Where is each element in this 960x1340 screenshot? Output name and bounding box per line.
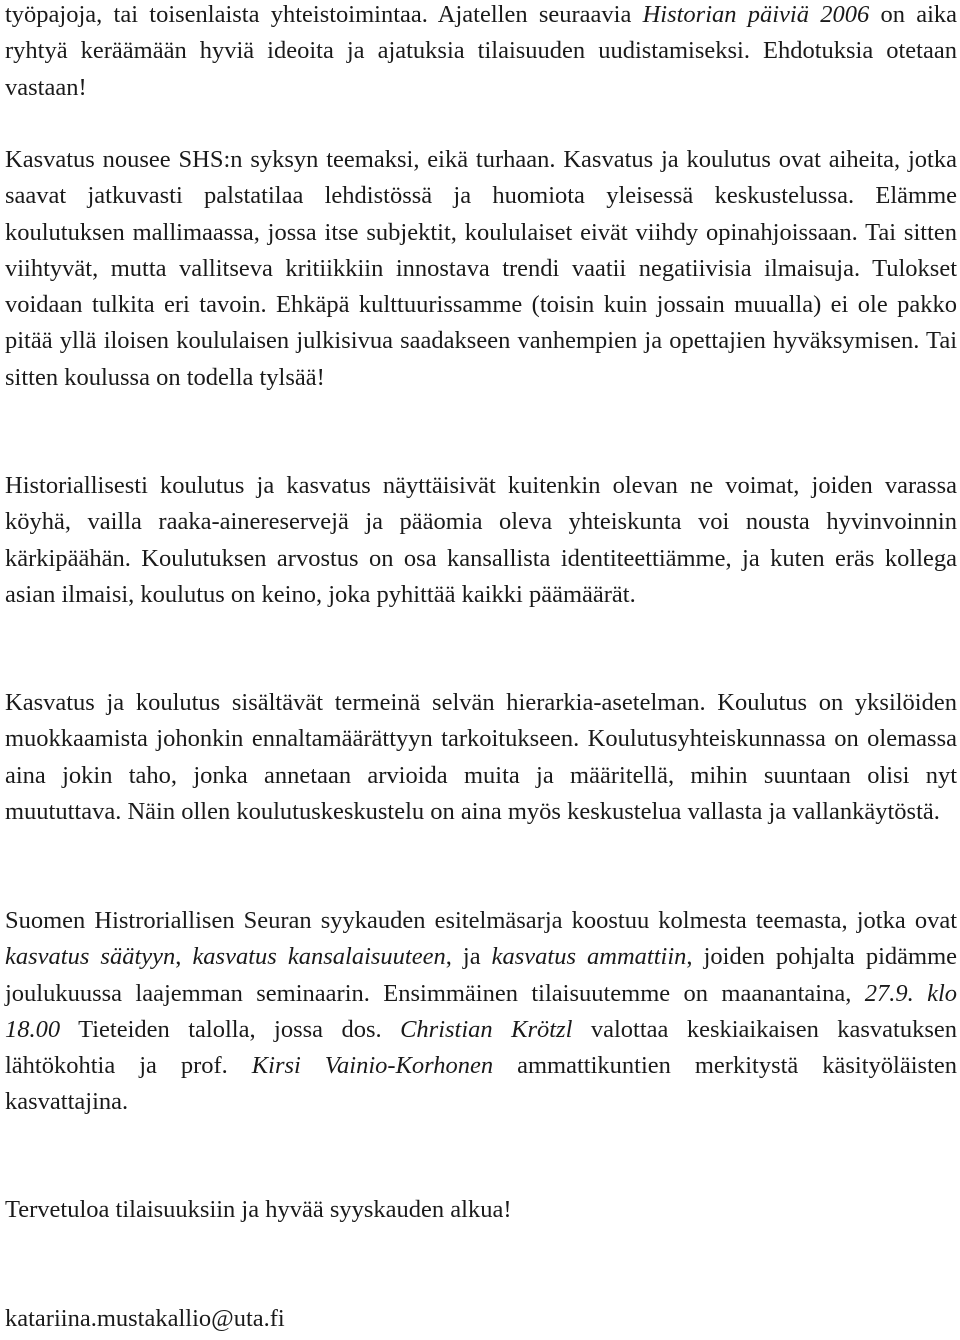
event-name-historian-paivat: Historian päiviä 2006 xyxy=(642,1,870,28)
paragraph-5-text-b: , xyxy=(175,943,193,971)
author-email: katariina.mustakallio@uta.fi xyxy=(5,1305,285,1332)
theme-kasvatus-saatyyn: kasvatus säätyyn xyxy=(5,943,176,971)
theme-kasvatus-kansalaisuuteen: kasvatus kansalaisuuteen xyxy=(192,943,446,971)
paragraph-1-text-b: on aika ryhtyä keräämään hyviä ideoita ja ajatuksia tilaisuuden uudistamiseksi. Ehdotuksia otetaan vastaan! xyxy=(5,1,957,101)
theme-kasvatus-ammattiin: kasvatus ammattiin xyxy=(491,943,687,971)
paragraph-5-text-f: valottaa keskiaikaisen kasvatuksen lähtökohtia ja prof. xyxy=(5,1015,958,1080)
event-datetime: 27.9. klo 18.00 xyxy=(5,979,958,1043)
paragraph-1 xyxy=(5,0,957,106)
paragraph-5-text-d: , joiden pohjalta pidämme joulukuussa laajemman seminaarin. Ensimmäinen tilaisuutemme on maanantaina, xyxy=(5,943,958,1007)
speaker-christian-krotzl: Christian Krötzl xyxy=(400,1015,573,1043)
paragraph-5-text-c: , ja xyxy=(445,943,492,971)
paragraph-1-text-a: työpajoja, tai toisenlaista yhteistoimintaa. Ajatellen seuraavia xyxy=(5,1,643,28)
speaker-kirsi-vainio-korhonen: Kirsi Vainio-Korhonen xyxy=(251,1052,494,1080)
paragraph-5 xyxy=(5,903,957,1121)
paragraph-5-text-g: ammattikuntien merkitystä käsityöläisten kasvattajina. xyxy=(5,1052,957,1116)
paragraph-4: Kasvatus ja koulutus sisältävät termeinä selvän hierarkia-asetelman. Koulutus on yksilöiden muokkaamista johonkin ennaltamäärättyyn tarkoitukseen. Koulutusyhteiskunnassa on olemassa aina jokin taho, jonka annetaan arvioida muita ja määritellä, mihin suuntaan olisi nyt muututtava. Näin ollen koulutuskeskustelu on aina myös keskustelua vallasta ja vallankäytöstä. xyxy=(5,689,957,825)
paragraph-5-text-e: Tieteiden talolla, jossa dos. xyxy=(60,1015,401,1043)
paragraph-5-text-a: Suomen Histroriallisen Seuran syykauden esitelmäsarja koostuu kolmesta teemasta, jotka ovat xyxy=(5,907,957,934)
paragraph-6: Tervetuloa tilaisuuksiin ja hyvää syyskauden alkua! xyxy=(5,1196,512,1223)
paragraph-2: Kasvatus nousee SHS:n syksyn teemaksi, eikä turhaan. Kasvatus ja koulutus ovat aiheita, jotka saavat jatkuvasti palstatilaa lehdistössä ja huomiota yleisessä keskustelussa. Elämme koulutuksen mallimaassa, jossa itse subjektit, koululaiset eivät viihdy opinahjoissaan. Tai sitten viihtyvät, mutta vallitseva kritiikkiin innostava trendi vaatii negatiivisia ilmaisuja. Tulokset voidaan tulkita eri tavoin. Ehkäpä kulttuurissamme (toisin kuin jossain muualla) ei ole pakko pitää yllä iloisen koululaisen julkisivua saadakseen vanhempien ja opettajien hyväksymisen. Tai sitten koulussa on todella tylsää! xyxy=(5,146,957,391)
paragraph-3: Historiallisesti koulutus ja kasvatus näyttäisivät kuitenkin olevan ne voimat, joiden varassa köyhä, vailla raaka-ainereservejä ja pääomia oleva yhteiskunta voi nousta hyvinvoinnin kärkipäähän. Koulutuksen arvostus on osa kansallista identiteettiämme, ja kuten eräs kollega asian ilmaisi, koulutus on keino, joka pyhittää kaikki päämäärät. xyxy=(5,472,957,608)
